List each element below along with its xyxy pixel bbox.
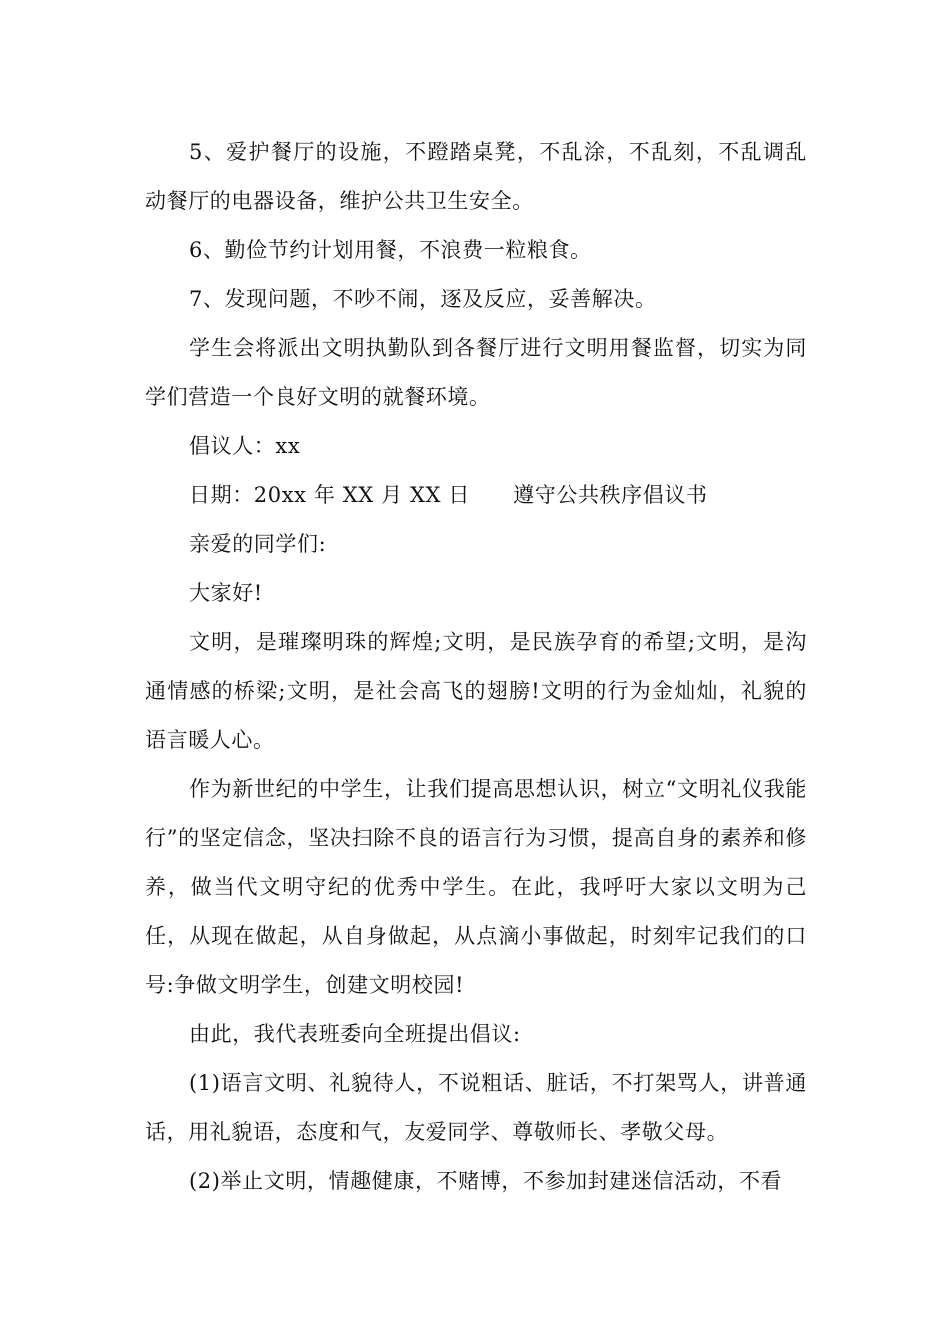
paragraph-call-to-action: 作为新世纪的中学生，让我们提高思想认识，树立“文明礼仪我能行”的坚定信念，坚决扫除不良的语言行为习惯，提高自身的素养和修养，做当代文明守纪的优秀中学生。在此，我呼吁大家以文明为己任，从现在做起，从自身做起，从点滴小事做起，时刻牢记我们的口号:争做文明学生，创建文明校园! <box>145 777 807 997</box>
paragraph-proposal-intro: 由此，我代表班委向全班提出倡议: <box>189 1022 521 1046</box>
paragraph-rule-7: 7、发现问题，不吵不闹，逐及反应，妥善解决。 <box>189 287 657 311</box>
paragraph-date-and-title: 日期：20xx 年 XX 月 XX 日 遵守公共秩序倡议书 <box>189 483 708 507</box>
paragraph-civility-intro: 文明，是璀璨明珠的辉煌;文明，是民族孕育的希望;文明，是沟通情感的桥梁;文明，是社会高飞的翅膀!文明的行为金灿灿，礼貌的语言暖人心。 <box>145 630 807 752</box>
document-body <box>145 128 807 1206</box>
paragraph-greeting: 大家好! <box>189 581 263 605</box>
paragraph-supervision: 学生会将派出文明执勤队到各餐厅进行文明用餐监督，切实为同学们营造一个良好文明的就餐环境。 <box>145 336 807 409</box>
paragraph-rule-5: 5、爱护餐厅的设施，不蹬踏桌凳，不乱涂，不乱刻，不乱调乱动餐厅的电器设备，维护公共卫生安全。 <box>145 140 807 213</box>
paragraph-proposer: 倡议人：xx <box>189 434 301 458</box>
paragraph-salutation: 亲爱的同学们: <box>189 532 327 556</box>
paragraph-proposal-1: (1)语言文明、礼貌待人，不说粗话、脏话，不打架骂人，讲普通话，用礼貌语，态度和气，友爱同学、尊敬师长、孝敬父母。 <box>145 1071 807 1144</box>
paragraph-proposal-2: (2)举止文明，情趣健康，不赌博，不参加封建迷信活动，不看 <box>189 1169 783 1193</box>
paragraph-rule-6: 6、勤俭节约计划用餐，不浪费一粒粮食。 <box>189 238 592 262</box>
